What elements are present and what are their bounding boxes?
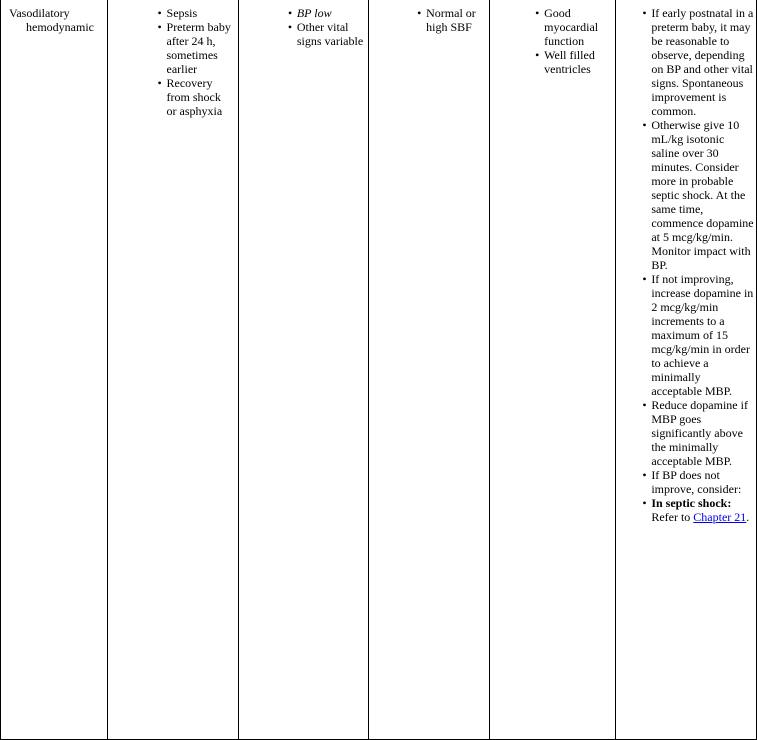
chapter-21-link[interactable]: Chapter 21 (693, 510, 747, 524)
link-period: . (746, 510, 750, 524)
management-list (642, 6, 754, 524)
echo-cell (490, 0, 616, 740)
list-item: • If not improving, increase dopamine in 2 mcg/kg/min increments to a maximum of 15 mcg/kg/min in order to achieve a minimally acceptable MBP. (642, 272, 754, 398)
row-label-cell (1, 0, 108, 740)
echo-list (535, 6, 613, 76)
sbf-list (417, 6, 487, 34)
sbf-cell (369, 0, 490, 740)
septic-shock-text: Refer to (651, 510, 691, 524)
sbf-line1: • Normal or (426, 6, 476, 20)
clinical-cell (238, 0, 368, 740)
causes-cell (107, 0, 238, 740)
row-label-line1: Vasodilatory (9, 6, 70, 20)
list-item: • If early postnatal in a preterm baby, it may be reasonable to observe, depending on BP and other vital signs. Spontaneous improvement is common. (642, 6, 754, 118)
list-item: • Other vital signs variable (288, 20, 364, 48)
list-item: • Well filled ventricles (535, 48, 613, 76)
row-label-line2: hemodynamic (26, 20, 94, 34)
list-item: • Preterm baby after 24 h, sometimes earlier (158, 20, 232, 76)
management-cell (616, 0, 757, 740)
list-item: • Recovery from shock or asphyxia (158, 76, 232, 118)
list-item-septic-shock (642, 496, 754, 524)
septic-shock-heading: In septic shock: (651, 496, 732, 510)
list-item: • Otherwise give 10 mL/kg isotonic saline over 30 minutes. Consider more in probable septic shock. At the same time, commence dopamine at 5 mcg/kg/min. Monitor impact with BP. (642, 118, 754, 272)
causes-list (158, 6, 232, 118)
table-row-vasodilatory (1, 0, 757, 740)
list-item: • Reduce dopamine if MBP goes significantly above the minimally acceptable MBP. (642, 398, 754, 468)
clinical-list (288, 6, 364, 48)
list-item: • Good myocardial function (535, 6, 613, 48)
list-item: • BP low (288, 6, 364, 20)
list-item: • If BP does not improve, consider: (642, 468, 754, 496)
list-item: • Sepsis (158, 6, 232, 20)
list-item (417, 6, 487, 34)
sbf-line2: high SBF (426, 20, 472, 34)
